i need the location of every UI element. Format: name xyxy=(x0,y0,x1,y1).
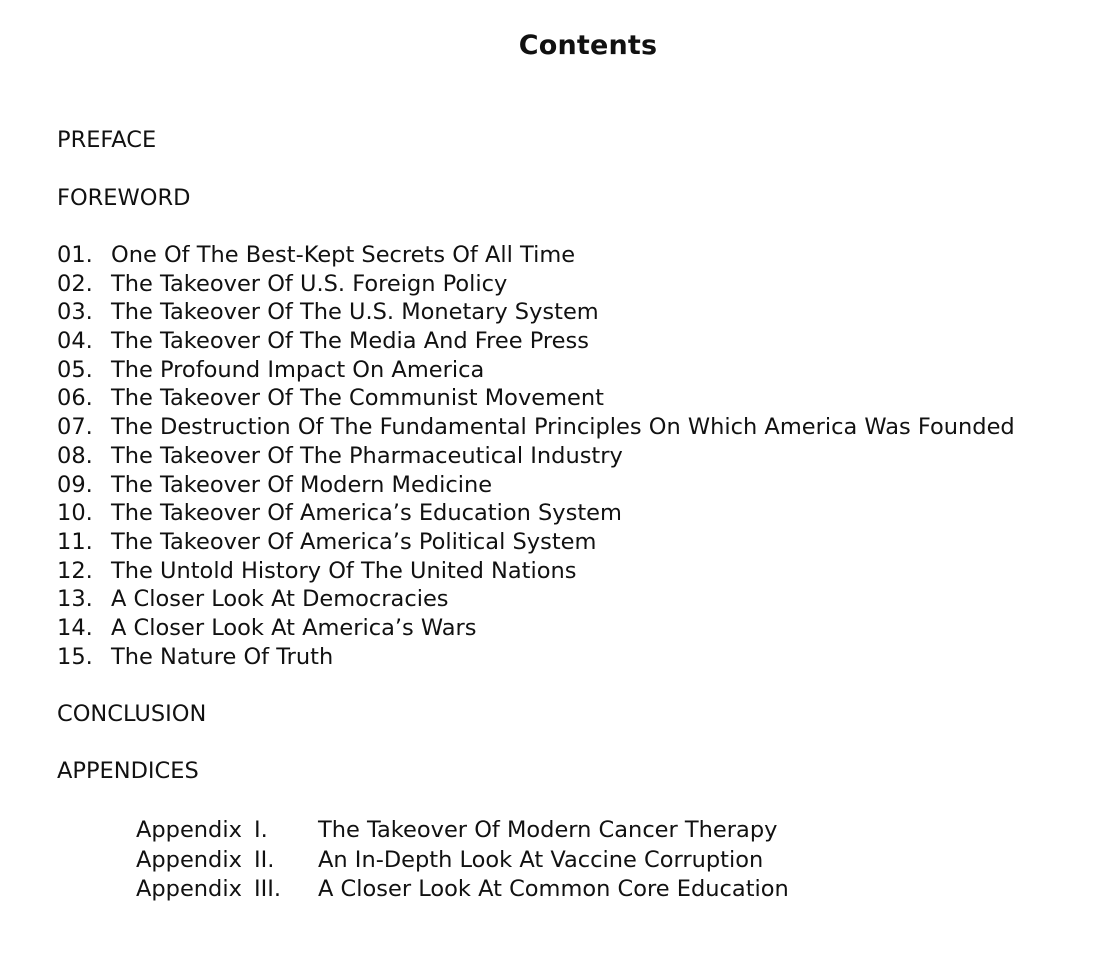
appendix-label: Appendix xyxy=(136,846,242,873)
chapter-item xyxy=(57,499,1015,528)
chapter-title: The Nature Of Truth xyxy=(111,643,334,670)
chapter-title: A Closer Look At Democracies xyxy=(111,586,449,613)
chapter-number: 01. xyxy=(57,242,93,268)
chapter-title: A Closer Look At America’s Wars xyxy=(111,614,477,641)
appendix-list xyxy=(136,816,789,905)
chapter-title: The Profound Impact On America xyxy=(111,356,485,383)
chapter-number: 07. xyxy=(57,414,93,441)
chapter-number: 04. xyxy=(57,328,93,355)
chapter-number: 15. xyxy=(57,643,93,670)
appendix-item xyxy=(136,846,789,876)
chapter-title: The Destruction Of The Fundamental Principles On Which America Was Founded xyxy=(111,414,1015,441)
chapter-item xyxy=(57,528,1015,557)
appendices-heading: APPENDICES xyxy=(57,758,199,784)
chapter-number: 08. xyxy=(57,442,93,469)
appendix-item xyxy=(136,875,789,905)
appendix-numeral: II. xyxy=(254,846,275,873)
appendix-label: Appendix xyxy=(136,876,242,902)
chapter-number: 03. xyxy=(57,299,93,326)
chapter-item xyxy=(57,471,1015,500)
chapter-title: The Takeover Of The U.S. Monetary System xyxy=(111,299,599,326)
chapter-title: The Takeover Of The Pharmaceutical Industry xyxy=(111,442,623,469)
chapter-number: 05. xyxy=(57,356,93,383)
chapter-item xyxy=(57,643,1015,672)
chapter-item xyxy=(57,298,1015,327)
chapter-list xyxy=(57,241,1015,671)
appendix-title: An In-Depth Look At Vaccine Corruption xyxy=(318,846,764,873)
chapter-number: 14. xyxy=(57,614,93,641)
chapter-title: The Takeover Of U.S. Foreign Policy xyxy=(111,270,508,297)
chapter-number: 09. xyxy=(57,471,93,498)
page-title: Contents xyxy=(518,30,658,61)
chapter-title: The Untold History Of The United Nations xyxy=(111,557,577,584)
chapter-item xyxy=(57,614,1015,643)
chapter-title: The Takeover Of America’s Education System xyxy=(111,500,622,527)
appendix-title: A Closer Look At Common Core Education xyxy=(318,876,789,902)
chapter-item xyxy=(57,557,1015,586)
appendix-title: The Takeover Of Modern Cancer Therapy xyxy=(318,817,778,843)
chapter-item xyxy=(57,327,1015,356)
appendix-numeral: I. xyxy=(254,817,268,843)
chapter-title: One Of The Best-Kept Secrets Of All Time xyxy=(111,242,576,268)
foreword-heading: FOREWORD xyxy=(57,185,191,211)
chapter-item xyxy=(57,442,1015,471)
chapter-title: The Takeover Of America’s Political System xyxy=(111,528,597,555)
appendix-item xyxy=(136,816,789,846)
conclusion-heading: CONCLUSION xyxy=(57,701,207,727)
appendix-label: Appendix xyxy=(136,817,242,843)
chapter-number: 02. xyxy=(57,270,93,297)
chapter-item xyxy=(57,356,1015,385)
chapter-item xyxy=(57,585,1015,614)
chapter-number: 06. xyxy=(57,385,93,412)
chapter-item xyxy=(57,241,1015,270)
chapter-title: The Takeover Of Modern Medicine xyxy=(111,471,493,498)
chapter-item xyxy=(57,384,1015,413)
chapter-title: The Takeover Of The Media And Free Press xyxy=(111,328,589,355)
appendix-numeral: III. xyxy=(254,876,282,902)
chapter-number: 13. xyxy=(57,586,93,613)
chapter-title: The Takeover Of The Communist Movement xyxy=(111,385,604,412)
chapter-number: 11. xyxy=(57,528,93,555)
chapter-number: 10. xyxy=(57,500,93,527)
chapter-number: 12. xyxy=(57,557,93,584)
preface-heading: PREFACE xyxy=(57,127,157,153)
chapter-item xyxy=(57,270,1015,299)
chapter-item xyxy=(57,413,1015,442)
